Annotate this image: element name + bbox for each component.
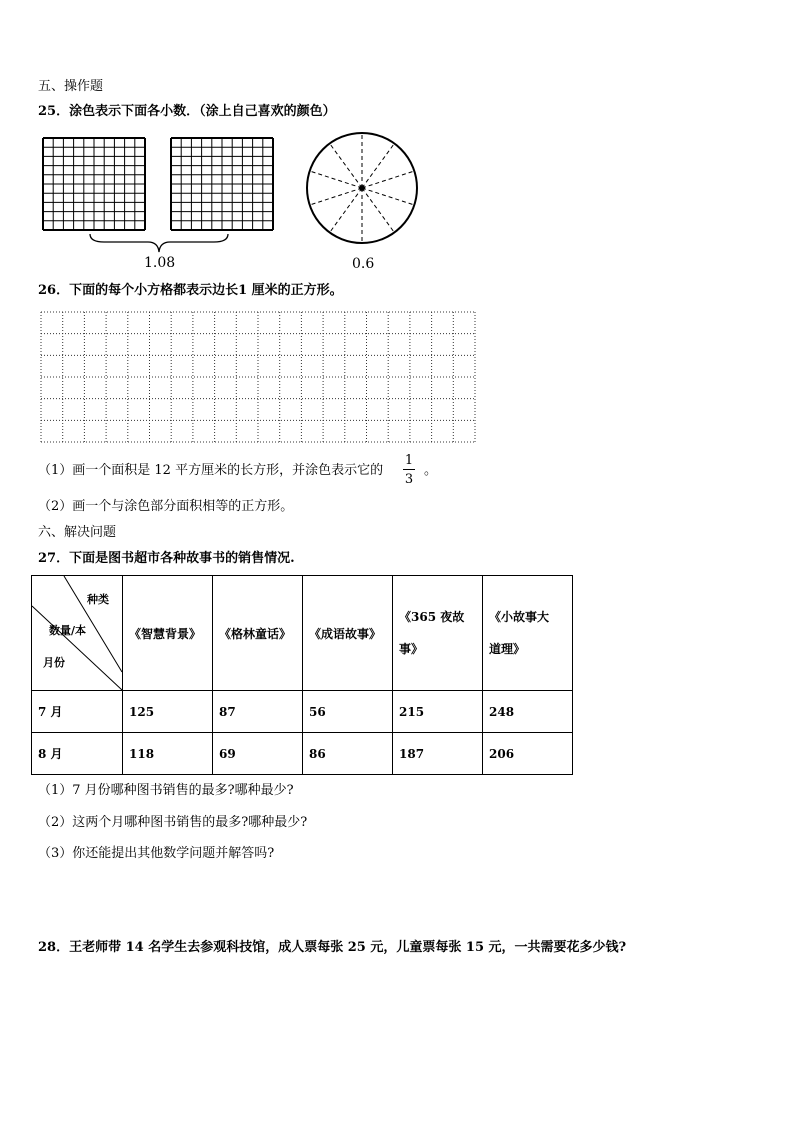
diagonal-header-cell xyxy=(32,576,123,691)
question-27-text: 27．下面是图书超市各种故事书的销售情况. xyxy=(38,551,295,566)
q27-sub1: （1）7 月份哪种图书销售的最多?哪种最少? xyxy=(38,783,294,798)
table-cell: 86 xyxy=(303,733,393,775)
question-26-text: 26．下面的每个小方格都表示边长1 厘米的正方形。 xyxy=(38,283,343,298)
q26-sub1-end: 。 xyxy=(424,463,438,478)
column-header: 《智慧背景》 xyxy=(123,576,213,691)
table-cell: 248 xyxy=(483,691,573,733)
question-25-text: 25．涂色表示下面各小数．（涂上自己喜欢的颜色） xyxy=(38,104,336,119)
question-28-text: 28．王老师带 14 名学生去参观科技馆，成人票每张 25 元，儿童票每张 15 元，一共需要花多少钱? xyxy=(38,940,627,955)
row-month: 8 月 xyxy=(32,733,123,775)
table-header-row xyxy=(32,576,573,691)
table-row xyxy=(32,691,573,733)
column-header: 《小故事大 道理》 xyxy=(483,576,573,691)
hundred-grid-left xyxy=(42,137,146,231)
circle-divided-ten xyxy=(305,131,419,245)
section-six-title: 六、解决问题 xyxy=(38,525,117,540)
section-five-title: 五、操作题 xyxy=(38,79,104,94)
column-header: 《365 夜故 事》 xyxy=(393,576,483,691)
header-month: 月份 xyxy=(43,656,65,669)
header-kind: 种类 xyxy=(87,593,109,606)
table-cell: 215 xyxy=(393,691,483,733)
row-month: 7 月 xyxy=(32,691,123,733)
sales-table xyxy=(31,575,573,775)
q27-sub2: （2）这两个月哪种图书销售的最多?哪种最少? xyxy=(38,815,308,830)
dotted-square-grid xyxy=(40,311,476,443)
fraction-bar xyxy=(403,469,415,470)
q26-sub2-text: （2）画一个与涂色部分面积相等的正方形。 xyxy=(38,499,294,514)
table-cell: 187 xyxy=(393,733,483,775)
table-cell: 206 xyxy=(483,733,573,775)
q27-sub3: （3）你还能提出其他数学问题并解答吗? xyxy=(38,846,275,861)
fraction-denominator: 3 xyxy=(404,472,414,487)
q26-sub1-text: （1）画一个面积是 12 平方厘米的长方形，并涂色表示它的 xyxy=(38,463,384,478)
column-header: 《成语故事》 xyxy=(303,576,393,691)
fraction-numerator: 1 xyxy=(404,453,414,468)
table-cell: 125 xyxy=(123,691,213,733)
column-header: 《格林童话》 xyxy=(213,576,303,691)
hundred-grid-right xyxy=(170,137,274,231)
brace-icon xyxy=(88,232,230,256)
table-row xyxy=(32,733,573,775)
table-cell: 56 xyxy=(303,691,393,733)
circle-decimal-label: 0.6 xyxy=(352,256,375,272)
table-cell: 87 xyxy=(213,691,303,733)
grid-decimal-label: 1.08 xyxy=(144,255,176,271)
table-cell: 118 xyxy=(123,733,213,775)
table-cell: 69 xyxy=(213,733,303,775)
header-count: 数量/本 xyxy=(49,624,87,637)
